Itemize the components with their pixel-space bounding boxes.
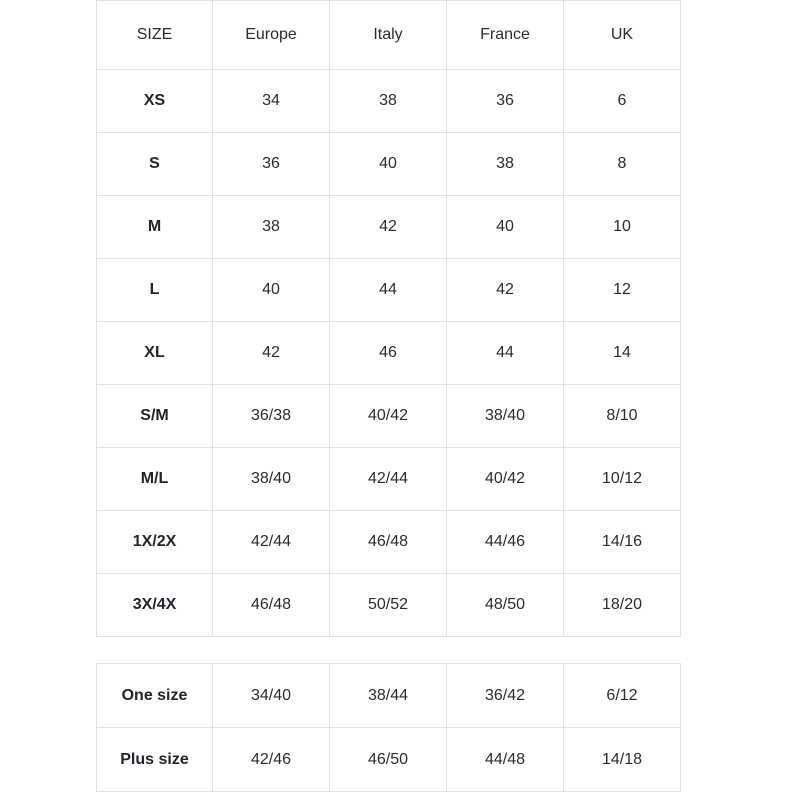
- cell-france: 44/46: [447, 511, 564, 574]
- cell-uk: 14/16: [564, 511, 681, 574]
- one-size-table: [96, 663, 681, 792]
- cell-france: 36: [447, 70, 564, 133]
- cell-france: 38: [447, 133, 564, 196]
- table-row: [97, 385, 681, 448]
- row-label: XL: [97, 322, 213, 385]
- cell-uk: 8: [564, 133, 681, 196]
- column-header-france: France: [447, 1, 564, 70]
- table-row: [97, 511, 681, 574]
- cell-uk: 6/12: [564, 664, 681, 728]
- cell-europe: 40: [213, 259, 330, 322]
- cell-france: 36/42: [447, 664, 564, 728]
- cell-italy: 50/52: [330, 574, 447, 637]
- cell-europe: 42/44: [213, 511, 330, 574]
- table-gap-divider: [0, 637, 800, 663]
- cell-uk: 8/10: [564, 385, 681, 448]
- row-label: M: [97, 196, 213, 259]
- table-row: [97, 196, 681, 259]
- column-header-europe: Europe: [213, 1, 330, 70]
- cell-france: 44/48: [447, 728, 564, 792]
- cell-europe: 38/40: [213, 448, 330, 511]
- cell-uk: 14: [564, 322, 681, 385]
- table-header-row: [97, 1, 681, 70]
- cell-italy: 38: [330, 70, 447, 133]
- row-label: M/L: [97, 448, 213, 511]
- table-row: [97, 664, 681, 728]
- cell-europe: 34: [213, 70, 330, 133]
- cell-italy: 42/44: [330, 448, 447, 511]
- row-label: S: [97, 133, 213, 196]
- cell-europe: 36/38: [213, 385, 330, 448]
- cell-italy: 38/44: [330, 664, 447, 728]
- column-header-uk: UK: [564, 1, 681, 70]
- cell-france: 40/42: [447, 448, 564, 511]
- cell-france: 48/50: [447, 574, 564, 637]
- cell-france: 44: [447, 322, 564, 385]
- cell-uk: 6: [564, 70, 681, 133]
- cell-italy: 42: [330, 196, 447, 259]
- cell-uk: 18/20: [564, 574, 681, 637]
- row-label: 1X/2X: [97, 511, 213, 574]
- cell-uk: 12: [564, 259, 681, 322]
- cell-france: 38/40: [447, 385, 564, 448]
- row-label: L: [97, 259, 213, 322]
- cell-europe: 38: [213, 196, 330, 259]
- cell-italy: 46: [330, 322, 447, 385]
- table-row: [97, 448, 681, 511]
- cell-france: 42: [447, 259, 564, 322]
- table-row: [97, 133, 681, 196]
- row-label: S/M: [97, 385, 213, 448]
- column-header-italy: Italy: [330, 1, 447, 70]
- column-header-size: SIZE: [97, 1, 213, 70]
- cell-uk: 10: [564, 196, 681, 259]
- table-row: [97, 574, 681, 637]
- cell-italy: 44: [330, 259, 447, 322]
- cell-italy: 40/42: [330, 385, 447, 448]
- cell-uk: 10/12: [564, 448, 681, 511]
- cell-europe: 36: [213, 133, 330, 196]
- cell-italy: 46/48: [330, 511, 447, 574]
- cell-europe: 46/48: [213, 574, 330, 637]
- cell-europe: 34/40: [213, 664, 330, 728]
- row-label: 3X/4X: [97, 574, 213, 637]
- row-label: Plus size: [97, 728, 213, 792]
- size-conversion-table: [96, 0, 681, 637]
- cell-europe: 42/46: [213, 728, 330, 792]
- cell-europe: 42: [213, 322, 330, 385]
- cell-france: 40: [447, 196, 564, 259]
- cell-uk: 14/18: [564, 728, 681, 792]
- row-label: XS: [97, 70, 213, 133]
- table-row: [97, 728, 681, 792]
- cell-italy: 40: [330, 133, 447, 196]
- table-row: [97, 70, 681, 133]
- table-row: [97, 259, 681, 322]
- row-label: One size: [97, 664, 213, 728]
- cell-italy: 46/50: [330, 728, 447, 792]
- table-row: [97, 322, 681, 385]
